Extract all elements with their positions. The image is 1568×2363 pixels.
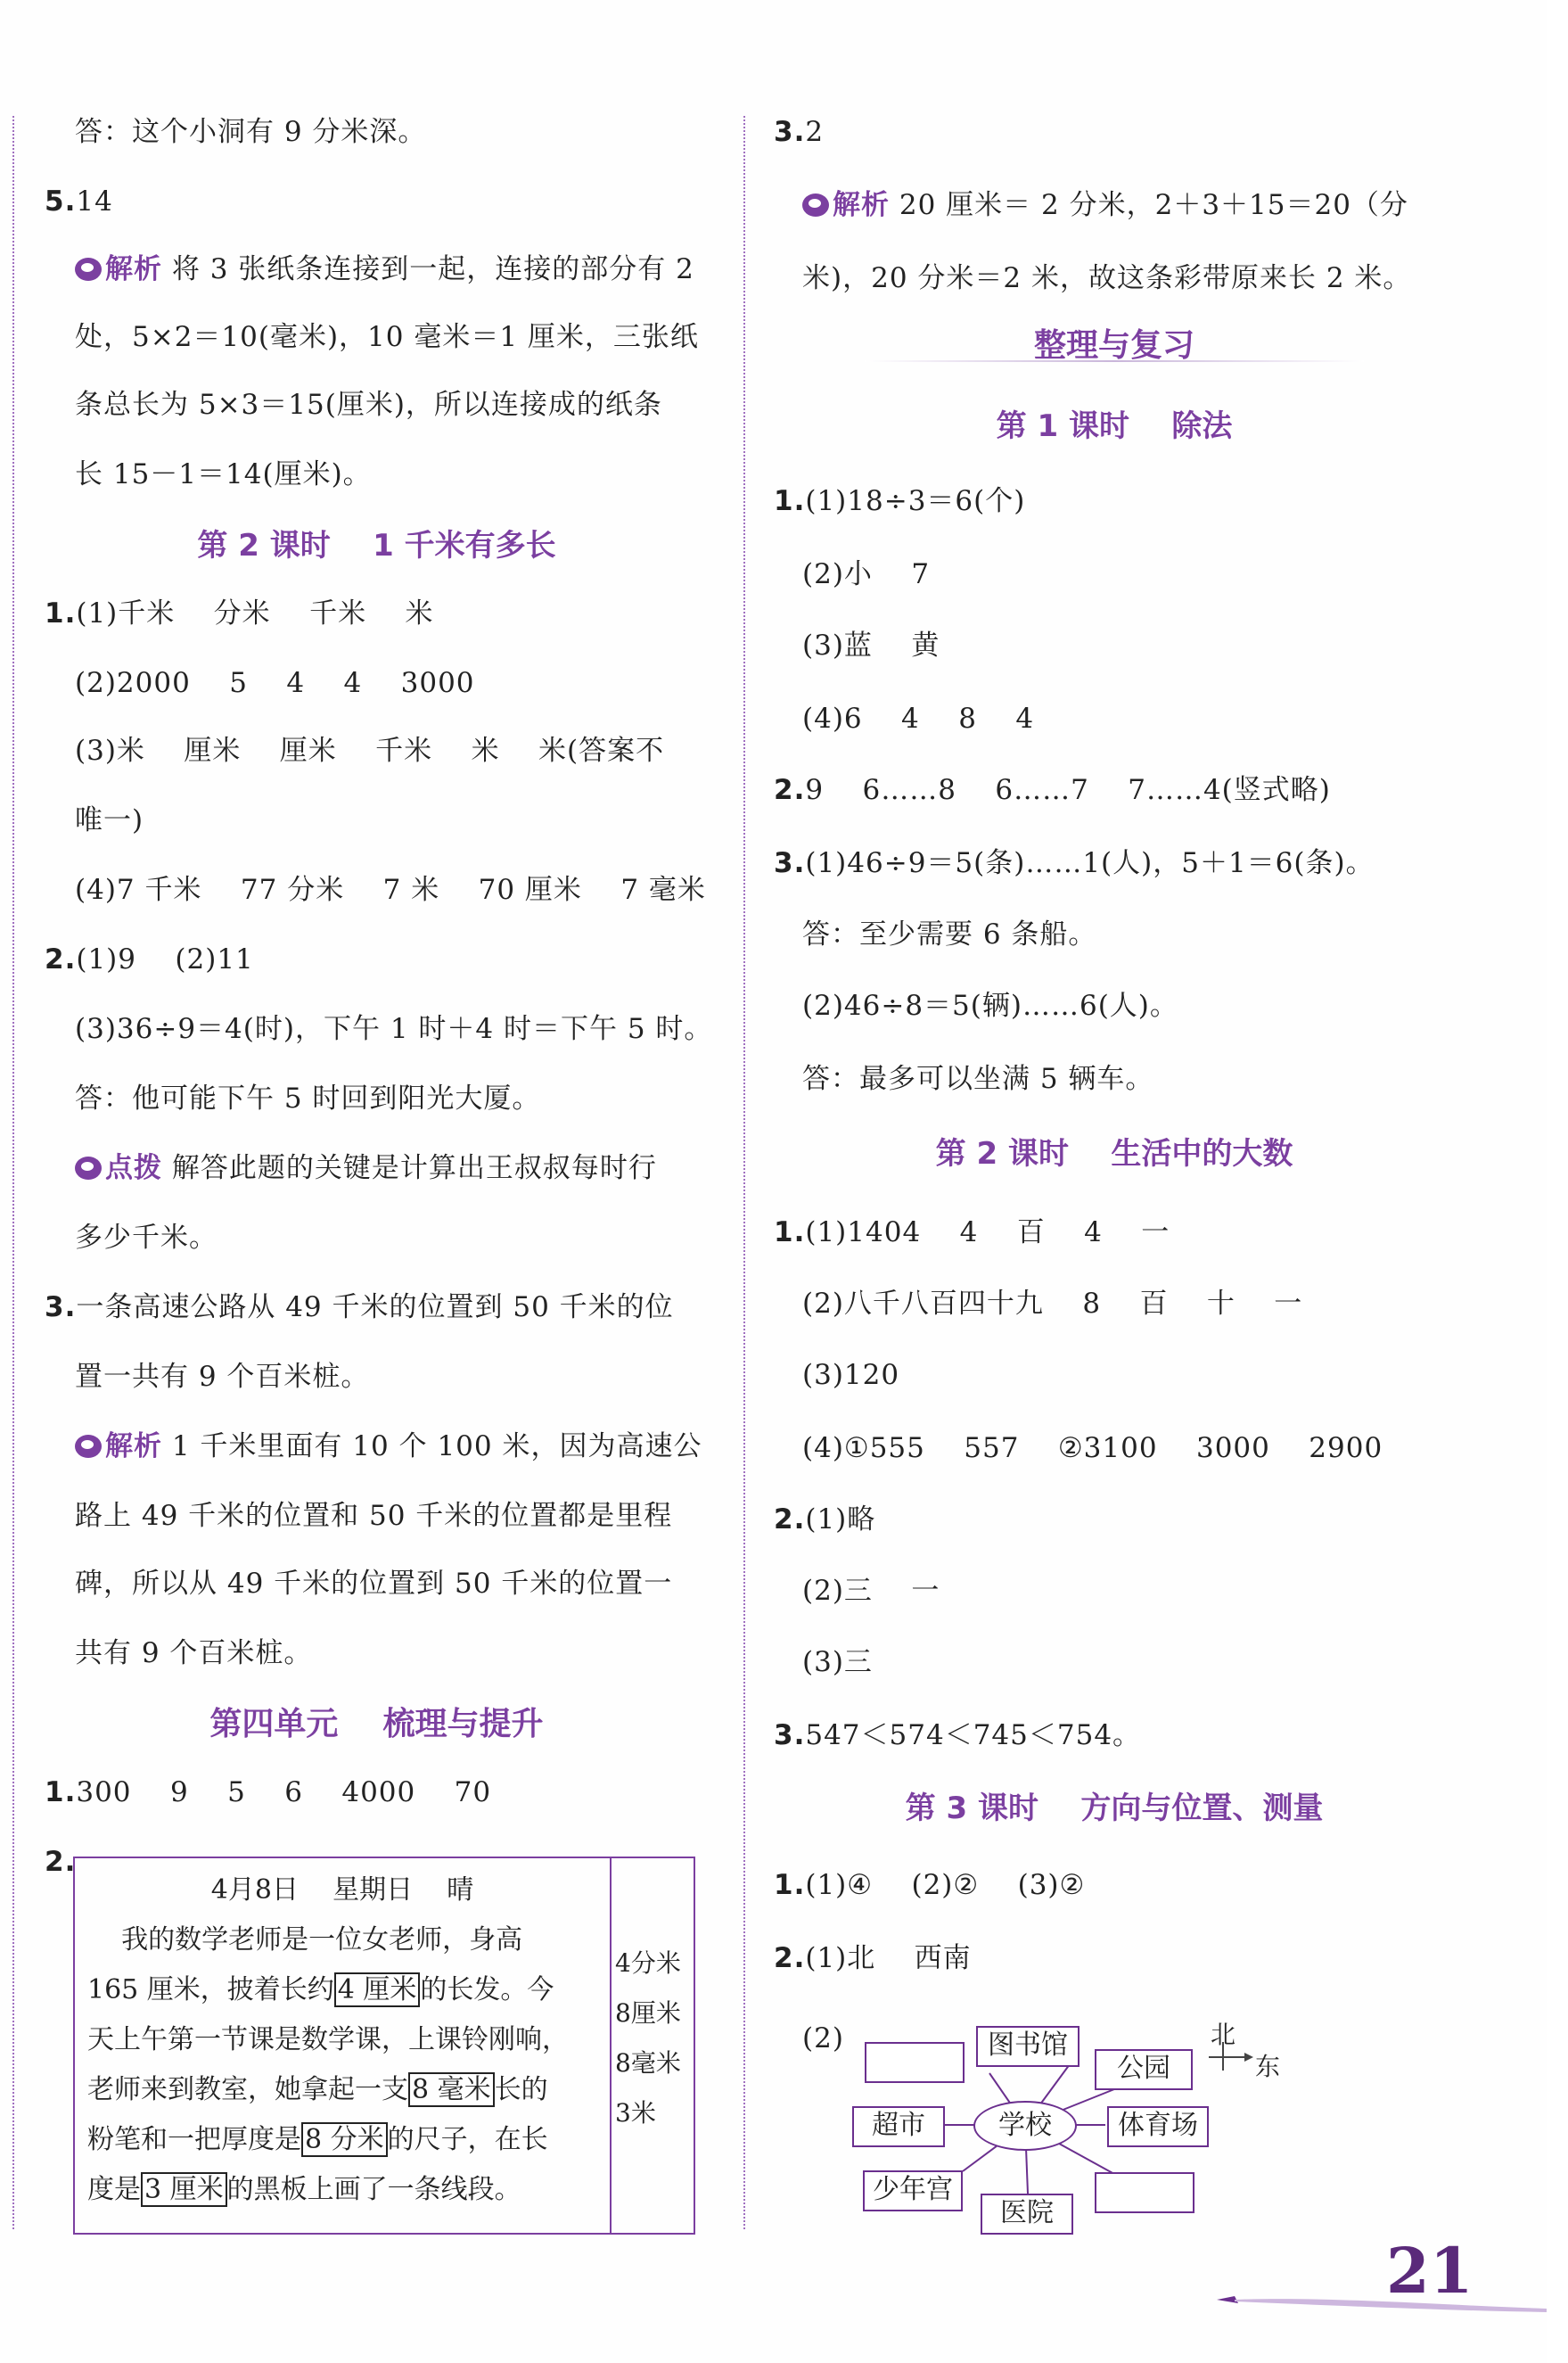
answer-line: 答：至少需要 6 条船。: [802, 918, 1097, 951]
tip-icon: [75, 1157, 102, 1180]
question-3: 3.2: [774, 116, 825, 148]
question-2: 2.(1)略: [774, 1503, 876, 1536]
answer-line: 答：他可能下午 5 时回到阳光大厦。: [75, 1083, 541, 1115]
hospital-box: 医院: [981, 2194, 1073, 2235]
explanation-line: 条总长为 5×3＝15(厘米)，所以连接成的纸条: [75, 389, 662, 421]
question-3: 3.(1)46÷9＝5(条)……1(人)，5＋1＝6(条)。: [774, 847, 1375, 879]
analysis-icon: [75, 1435, 102, 1458]
park-box: 公园: [1095, 2049, 1193, 2090]
page-swoosh: [1217, 2287, 1547, 2312]
answer-line: (2)小 7: [802, 558, 931, 590]
explanation-line: 路上 49 千米的位置和 50 千米的位置都是里程: [75, 1500, 673, 1532]
left-margin-dots: [12, 116, 14, 2229]
youth-palace-box: 少年宫: [863, 2170, 963, 2211]
east-label: 东: [1255, 2052, 1282, 2081]
answer-line: (4)7 千米 77 分米 7 米 70 厘米 7 毫米: [75, 874, 706, 906]
answer-line: (4)6 4 8 4: [802, 703, 1035, 735]
explanation-line: 碑，所以从 49 千米的位置到 50 千米的位置一: [75, 1568, 673, 1600]
tip-tag: 点拨: [75, 1152, 162, 1184]
answer-line: (2)46÷8＝5(辆)……6(人)。: [802, 990, 1178, 1022]
map-label: (2): [802, 2022, 844, 2054]
unit-4-heading: 第四单元 梳理与提升: [209, 1706, 544, 1742]
answer-line: (4)①555 557 ②3100 3000 2900: [802, 1432, 1383, 1464]
answer-line: 置一共有 9 个百米桩。: [75, 1361, 370, 1393]
analysis-tag: 解析: [75, 1430, 162, 1462]
lesson-2-heading: 第 2 课时 生活中的大数: [935, 1136, 1293, 1172]
question-5: [45, 184, 113, 219]
question-number: 5.: [45, 185, 77, 218]
boxed-error: 4 厘米: [334, 1972, 421, 2007]
unit-question-1: 1.300 9 5 6 4000 70: [45, 1776, 492, 1808]
answer-text: 14: [76, 185, 113, 218]
boxed-error: 8 分米: [301, 2122, 388, 2157]
question-1: 1.(1)18÷3＝6(个): [774, 485, 1026, 517]
correction: 8厘米: [615, 1998, 681, 2028]
diary-line: 165 厘米，披着长约 4 厘米 的长发。今: [87, 1974, 554, 2005]
explanation-line: 米)，20 分米＝2 米，故这条彩带原来长 2 米。: [802, 262, 1412, 294]
answer-line: (2)三 一: [802, 1575, 940, 1607]
question-1: 1.(1)1404 4 百 4 一: [774, 1216, 1170, 1248]
analysis-tag: 解析: [75, 253, 162, 285]
question-2: 2.9 6……8 6……7 7……4(竖式略): [774, 774, 1331, 806]
column-divider: [743, 116, 745, 2229]
north-label: 北: [1211, 2020, 1237, 2049]
question-2: 2.(1)9 (2)11: [45, 943, 254, 976]
boxed-error: 8 毫米: [408, 2072, 495, 2107]
explanation-line: 解析 20 厘米＝ 2 分米，2＋3＋15＝20（分: [802, 187, 1408, 223]
empty-box: [1095, 2172, 1194, 2213]
table-divider: [610, 1858, 612, 2233]
correction: 8毫米: [615, 2048, 681, 2078]
correction: 4分米: [615, 1948, 681, 1978]
diary-table: [73, 1857, 695, 2235]
lesson-2-heading: 第 2 课时 1 千米有多长: [197, 528, 556, 564]
question-3: 3.547＜574＜745＜754。: [774, 1719, 1142, 1751]
page-number: 21: [1386, 2234, 1474, 2308]
question-1: 1.(1)④ (2)② (3)②: [774, 1869, 1086, 1901]
unit-question-2: 2.: [45, 1846, 77, 1878]
library-box: 图书馆: [976, 2026, 1080, 2067]
empty-box: [865, 2042, 965, 2083]
analysis-icon: [802, 193, 829, 217]
diary-line: 我的数学老师是一位女老师，身高: [87, 1924, 523, 1955]
answer-line: (3)120: [802, 1359, 900, 1391]
diary-line: 老师来到教室，她拿起一支 8 毫米 长的: [87, 2074, 548, 2105]
review-heading: 整理与复习: [1033, 327, 1194, 364]
supermarket-box: 超市: [852, 2106, 945, 2147]
stadium-box: 体育场: [1107, 2106, 1209, 2147]
analysis-icon: [75, 258, 102, 281]
answer-line: 答：这个小洞有 9 分米深。: [75, 116, 427, 148]
answer-line: (3)36÷9＝4(时)，下午 1 时＋4 时＝下午 5 时。: [75, 1013, 713, 1045]
tip-line: 点拨 解答此题的关键是计算出王叔叔每时行: [75, 1150, 657, 1186]
lesson-3-heading: 第 3 课时 方向与位置、测量: [905, 1791, 1324, 1826]
question-2: 2.(1)北 西南: [774, 1942, 972, 1974]
analysis-tag: 解析: [802, 189, 890, 221]
answer-line: (2)2000 5 4 4 3000: [75, 667, 475, 699]
explanation-line: 解析 1 千米里面有 10 个 100 米，因为高速公: [75, 1429, 702, 1464]
correction: 3米: [615, 2098, 656, 2128]
answer-line: 答：最多可以坐满 5 辆车。: [802, 1063, 1154, 1095]
boxed-error: 3 厘米: [141, 2172, 227, 2207]
explanation-line: 共有 9 个百米桩。: [75, 1637, 313, 1669]
diary-line: 度是 3 厘米 的黑板上画了一条线段。: [87, 2174, 521, 2205]
diary-title: 4月8日 星期日 晴: [210, 1874, 474, 1906]
question-1: 1.(1)千米 分米 千米 米: [45, 597, 434, 630]
explanation-line: 长 15－1＝14(厘米)。: [75, 458, 372, 490]
lesson-1-heading: 第 1 课时 除法: [996, 408, 1233, 444]
answer-line: (3)三: [802, 1646, 873, 1678]
answer-line: (3)米 厘米 厘米 千米 米 米(答案不: [75, 735, 665, 767]
answer-line: 唯一): [75, 804, 144, 836]
explanation-line: 处，5×2＝10(毫米)，10 毫米＝1 厘米，三张纸: [75, 321, 699, 353]
diary-line: 天上午第一节课是数学课，上课铃刚响，: [87, 2024, 569, 2055]
explanation-line: 解析 将 3 张纸条连接到一起，连接的部分有 2: [75, 251, 694, 287]
tip-line: 多少千米。: [75, 1222, 218, 1254]
question-3: 3.一条高速公路从 49 千米的位置到 50 千米的位: [45, 1291, 674, 1323]
answer-line: (3)蓝 黄: [802, 630, 940, 662]
school-ellipse: 学校: [973, 2101, 1077, 2151]
answer-line: (2)八千八百四十九 8 百 十 一: [802, 1288, 1303, 1320]
diary-line: 粉笔和一把厚度是 8 分米 的尺子，在长: [87, 2124, 548, 2155]
